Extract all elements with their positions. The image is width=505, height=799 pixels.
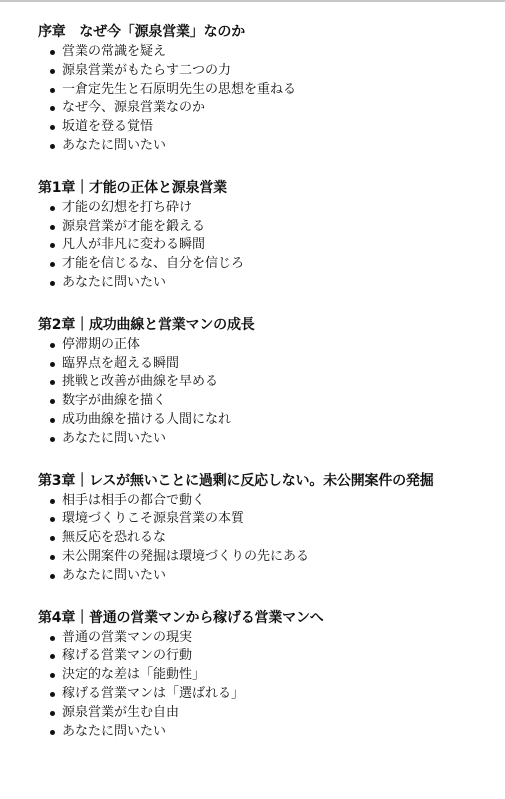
list-item — [38, 510, 498, 529]
list-item — [38, 685, 498, 704]
bullet-icon — [50, 281, 55, 286]
list-item-text: 決定的な差は「能動性」 — [62, 667, 206, 683]
bullet-icon — [50, 499, 55, 504]
section-title: 第3章｜レスが無いことに過剰に反応しない。未公開案件の発掘 — [38, 472, 434, 489]
section-item-list — [38, 336, 498, 449]
section-title: 第2章｜成功曲線と営業マンの成長 — [38, 316, 255, 333]
list-item — [38, 199, 498, 218]
list-item — [38, 99, 498, 118]
list-item — [38, 392, 498, 411]
list-item-text: 稼げる営業マンの行動 — [62, 648, 193, 664]
list-item — [38, 118, 498, 137]
bullet-icon — [50, 343, 55, 348]
section-title: 第1章｜才能の正体と源泉営業 — [38, 179, 227, 196]
section-prologue — [38, 22, 498, 156]
list-item-text: 源泉営業が才能を鍛える — [62, 218, 206, 234]
list-item — [38, 492, 498, 511]
bullet-icon — [50, 206, 55, 211]
list-item-text: 数字が曲線を描く — [62, 393, 167, 409]
list-item-text: あなたに問いたい — [62, 274, 167, 290]
list-item — [38, 529, 498, 548]
bullet-icon — [50, 50, 55, 55]
list-item-text: 臨界点を超える瞬間 — [62, 355, 180, 371]
list-item-text: 挑戦と改善が曲線を早める — [62, 374, 219, 390]
list-item-text: 坂道を登る覚悟 — [62, 119, 154, 135]
list-item — [38, 43, 498, 62]
section-item-list — [38, 199, 498, 293]
bullet-icon — [50, 69, 55, 74]
list-item-text: 稼げる営業マンは「選ばれる」 — [62, 685, 245, 701]
section-item-list — [38, 629, 498, 742]
bullet-icon — [50, 399, 55, 404]
table-of-contents — [38, 22, 498, 763]
list-item-text: 無反応を恐れるな — [62, 530, 167, 546]
bullet-icon — [50, 536, 55, 541]
list-item-text: 成功曲線を描ける人間になれ — [62, 411, 232, 427]
bullet-icon — [50, 88, 55, 93]
bullet-icon — [50, 262, 55, 267]
section-title: 序章 なぜ今「源泉営業」なのか — [38, 24, 245, 40]
list-item-text: 普通の営業マンの現実 — [62, 629, 193, 645]
list-item — [38, 548, 498, 567]
list-item — [38, 430, 498, 449]
bullet-icon — [50, 517, 55, 522]
list-item-text: 未公開案件の発掘は環境づくりの先にある — [62, 548, 310, 564]
list-item-text: 源泉営業が生む自由 — [62, 704, 180, 720]
list-item — [38, 411, 498, 430]
bullet-icon — [50, 362, 55, 367]
list-item — [38, 647, 498, 666]
list-item — [38, 137, 498, 156]
bullet-icon — [50, 692, 55, 697]
list-item-text: 才能を信じるな、自分を信じろ — [62, 256, 245, 272]
section-chapter-4 — [38, 608, 498, 742]
list-item-text: あなたに問いたい — [62, 723, 167, 739]
list-item-text: 停滞期の正体 — [62, 336, 141, 352]
section-title: 第4章｜普通の営業マンから稼げる営業マンへ — [38, 609, 324, 626]
list-item-text: 才能の幻想を打ち砕け — [62, 199, 193, 215]
bullet-icon — [50, 636, 55, 641]
bullet-icon — [50, 673, 55, 678]
list-item-text: 源泉営業がもたらす二つの力 — [62, 62, 232, 78]
list-item — [38, 567, 498, 586]
list-item-text: 凡人が非凡に変わる瞬間 — [62, 237, 206, 253]
section-chapter-1 — [38, 178, 498, 293]
list-item — [38, 218, 498, 237]
list-item-text: あなたに問いたい — [62, 137, 167, 153]
list-item — [38, 255, 498, 274]
top-divider — [0, 0, 505, 2]
bullet-icon — [50, 225, 55, 230]
bullet-icon — [50, 243, 55, 248]
list-item — [38, 81, 498, 100]
list-item-text: 環境づくりこそ源泉営業の本質 — [62, 511, 245, 527]
list-item — [38, 336, 498, 355]
list-item-text: なぜ今、源泉営業なのか — [62, 100, 206, 116]
list-item-text: あなたに問いたい — [62, 430, 167, 446]
bullet-icon — [50, 730, 55, 735]
section-chapter-3 — [38, 471, 498, 586]
bullet-icon — [50, 654, 55, 659]
list-item-text: 相手は相手の都合で動く — [62, 492, 206, 508]
bullet-icon — [50, 418, 55, 423]
list-item — [38, 373, 498, 392]
list-item — [38, 236, 498, 255]
bullet-icon — [50, 380, 55, 385]
list-item — [38, 355, 498, 374]
list-item-text: あなたに問いたい — [62, 567, 167, 583]
list-item — [38, 723, 498, 742]
section-chapter-2 — [38, 315, 498, 449]
bullet-icon — [50, 555, 55, 560]
list-item — [38, 666, 498, 685]
bullet-icon — [50, 144, 55, 149]
bullet-icon — [50, 106, 55, 111]
bullet-icon — [50, 711, 55, 716]
list-item-text: 営業の常識を疑え — [62, 44, 167, 59]
section-item-list — [38, 492, 498, 586]
list-item — [38, 274, 498, 293]
bullet-icon — [50, 574, 55, 579]
section-item-list — [38, 43, 498, 156]
bullet-icon — [50, 125, 55, 130]
list-item-text: 一倉定先生と石原明先生の思想を重ねる — [62, 81, 297, 97]
bullet-icon — [50, 437, 55, 442]
list-item — [38, 629, 498, 648]
list-item — [38, 62, 498, 81]
list-item — [38, 704, 498, 723]
